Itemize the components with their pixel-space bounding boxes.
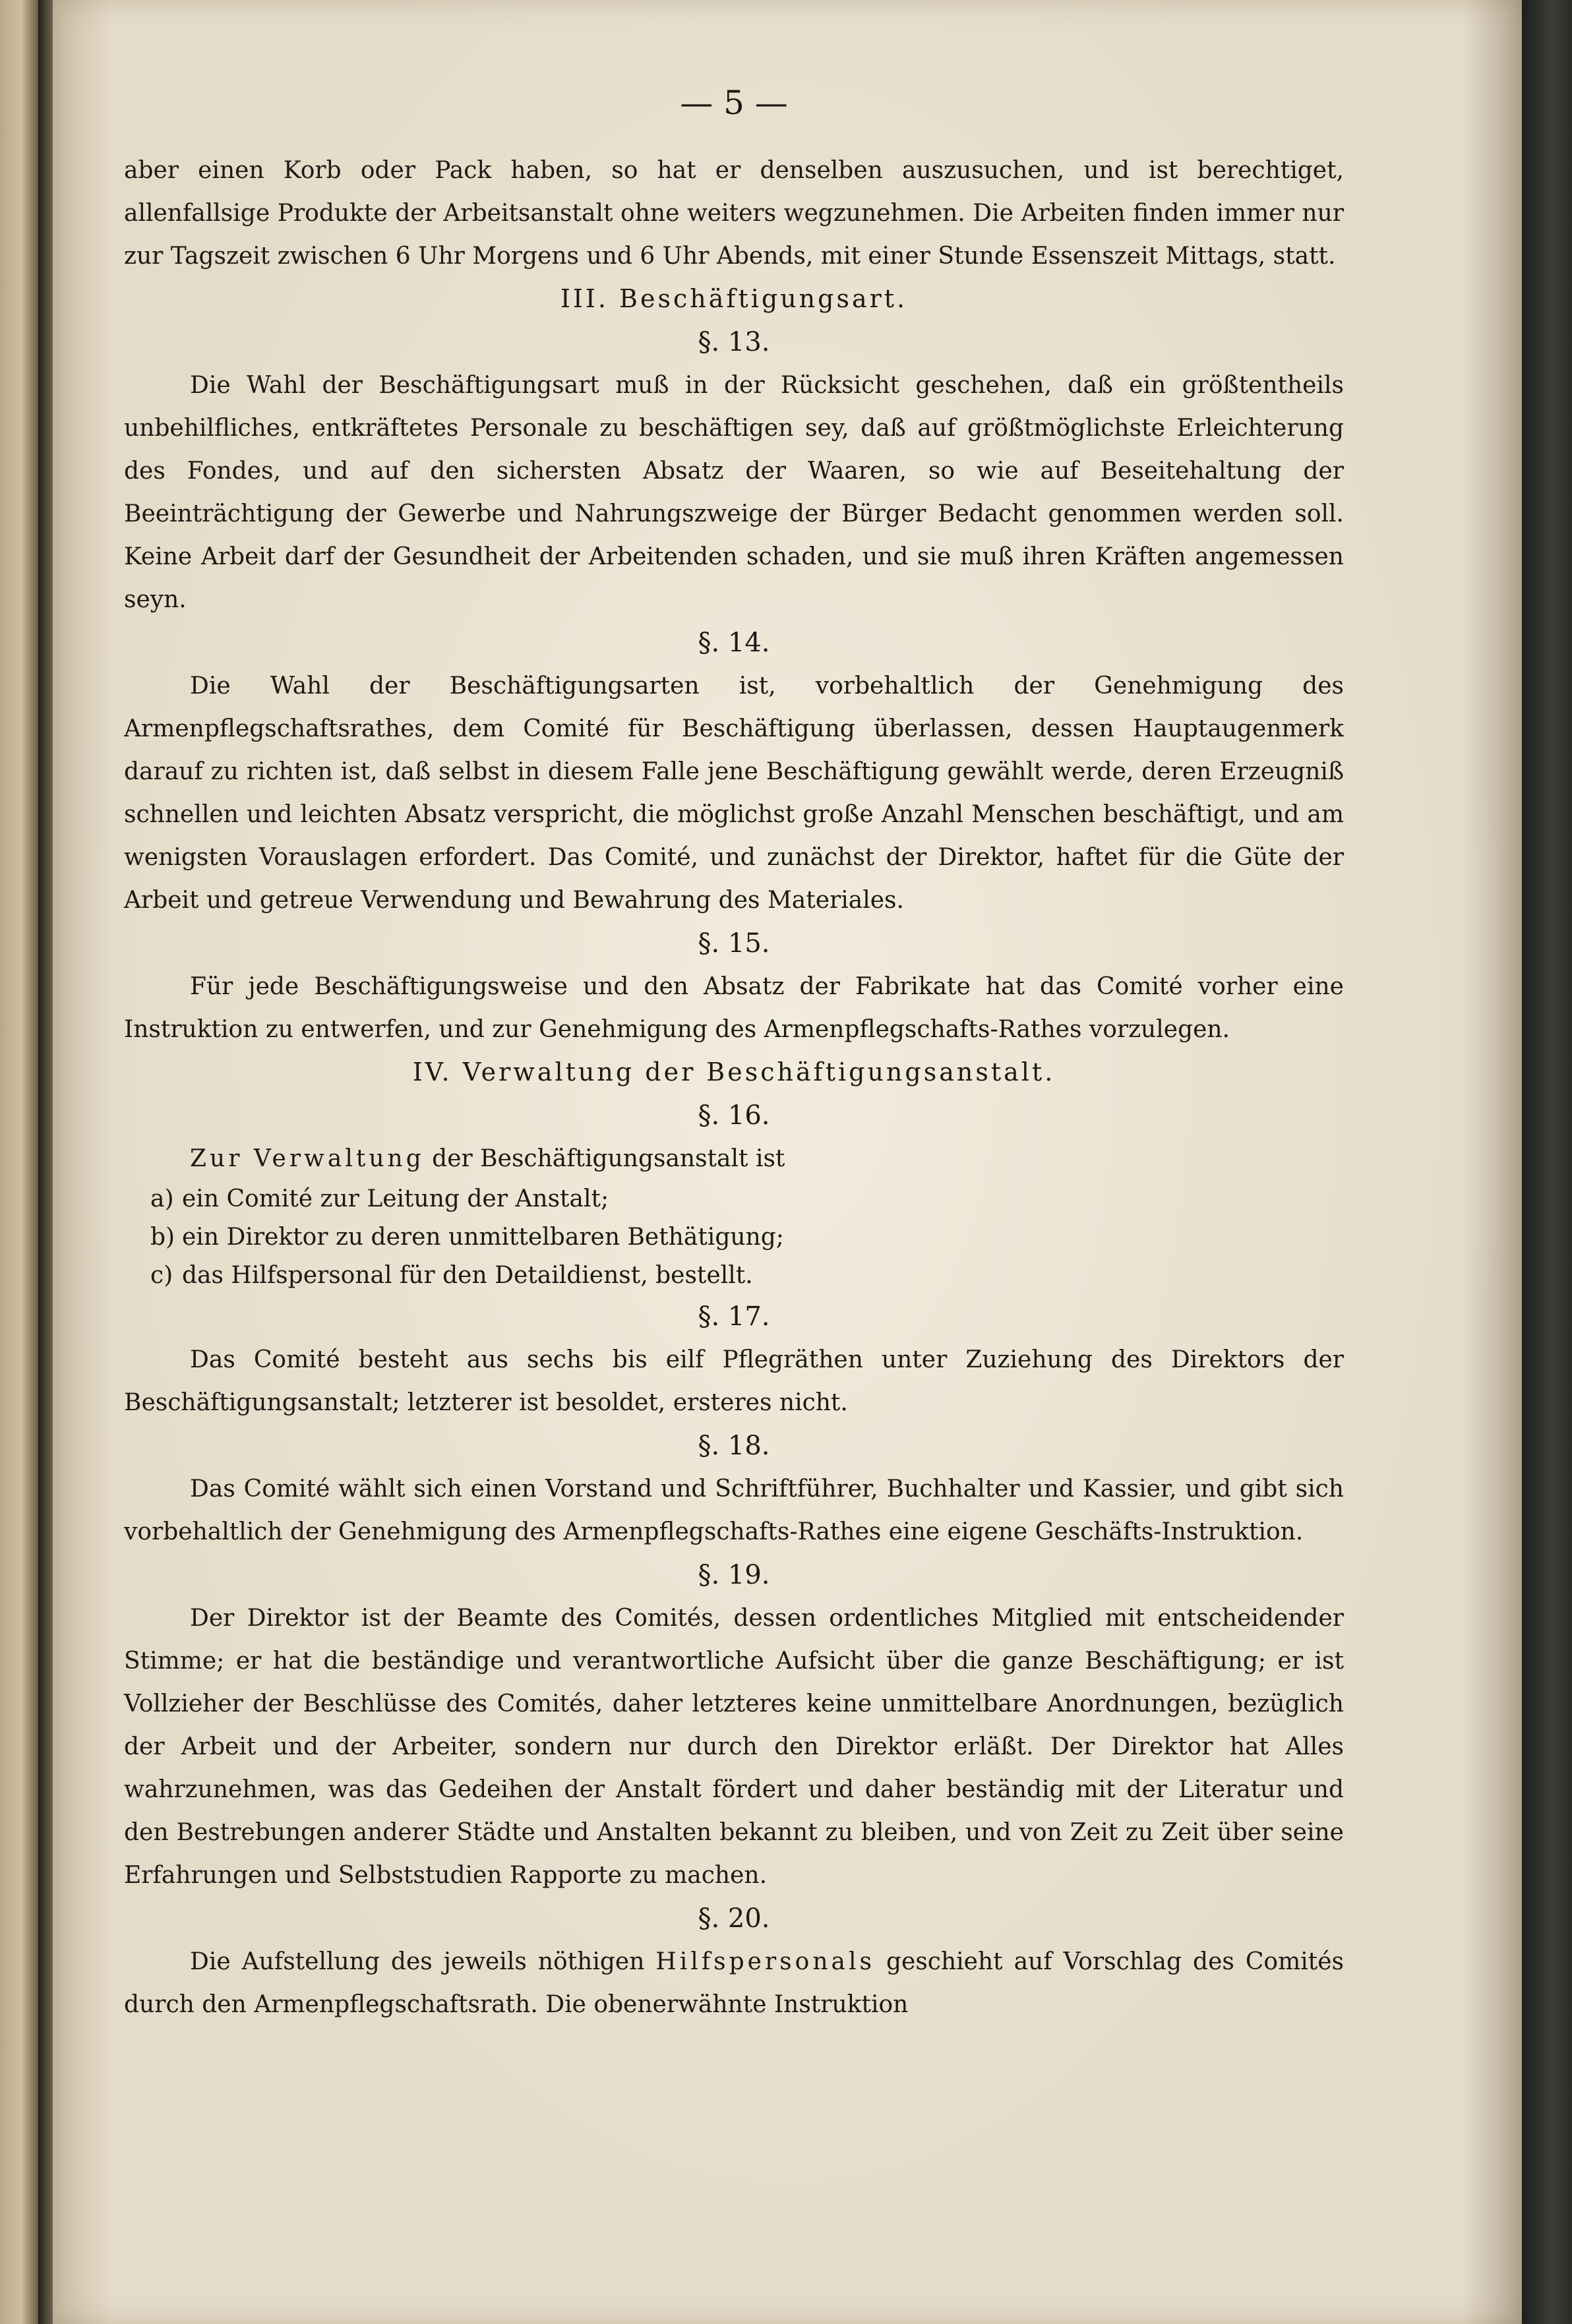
book-spine-shadow [38, 0, 53, 2324]
section-18-mark: §. 18. [698, 1431, 770, 1461]
section-15-text: Für jede Beschäftigungsweise und den Absatz der Fabrikate hat das Comité vorher eine Instruktion zu entwerfen, und zur Genehmigung des Armenpflegschafts-Rathes vorzulegen. [124, 973, 1344, 1043]
section-15-mark: §. 15. [698, 928, 770, 959]
section-14-mark: §. 14. [698, 628, 770, 658]
section-20-text [124, 1940, 1344, 2026]
section-20-mark: §. 20. [698, 1903, 770, 1934]
section-16-list [124, 1180, 1344, 1295]
section-13-mark: §. 13. [698, 327, 770, 357]
paragraph-continuation: aber einen Korb oder Pack haben, so hat er denselben auszusuchen, und ist berechtiget, allenfallsige Produkte der Arbeitsanstalt ohne weiters wegzunehmen. Die Arbeiten finden immer nur zur Tagszeit zwischen 6 Uhr Morgens und 6 Uhr Abends, mit einer Stunde Essenszeit Mittags, statt. [124, 157, 1344, 270]
section-17-text: Das Comité besteht aus sechs bis eilf Pflegräthen unter Zuziehung des Direktors der Beschäftigungsanstalt; letzterer ist besoldet, ersteres nicht. [124, 1346, 1344, 1416]
page-text-block [124, 83, 1344, 2026]
list-item-text: ein Direktor zu deren unmittelbaren Bethätigung; [182, 1224, 784, 1251]
section-20-text-b: geschieht auf Vorschlag des Comités durch den Armenpflegschaftsrath. Die obenerwähnte Instruktion [124, 1948, 1344, 2018]
section-19-text: Der Direktor ist der Beamte des Comités, dessen ordentliches Mitglied mit entscheidender Stimme; er hat die beständige und verantwortliche Aufsicht über die ganze Beschäftigung; er ist Vollzieher der Beschlüsse des Comités, daher letzteres keine unmittelbare Anordnungen, bezüglich der Arbeit und der Arbeiter, sondern nur durch den Direktor erläßt. Der Direktor hat Alles wahrzunehmen, was das Gedeihen der Anstalt fördert und daher beständig mit der Literatur und den Bestrebungen anderer Städte und Anstalten bekannt zu bleiben, und von Zeit zu Zeit über seine Erfahrungen und Selbststudien Rapporte zu machen. [124, 1605, 1344, 1889]
section-20-text-a: Die Aufstellung des jeweils nöthigen [190, 1948, 656, 1975]
section-17-mark: §. 17. [698, 1301, 770, 1332]
section-16-intro-rest: der Beschäftigungsanstalt ist [424, 1145, 785, 1172]
list-item [124, 1257, 1344, 1295]
list-item-text: das Hilfspersonal für den Detaildienst, bestellt. [182, 1262, 753, 1289]
chapter-heading-iv: IV. Verwaltung der Beschäftigungsanstalt. [412, 1058, 1056, 1087]
section-13-text: Die Wahl der Beschäftigungsart muß in der Rücksicht geschehen, daß ein größtentheils unbehilfliches, entkräftetes Personale zu beschäftigen sey, daß auf größtmöglichste Erleichterung des Fondes, und auf den sichersten Absatz der Waaren, so wie auf Beseitehaltung der Beeinträchtigung der Gewerbe und Nahrungszweige der Bürger Bedacht genommen werden soll. Keine Arbeit darf der Gesundheit der Arbeitenden schaden, und sie muß ihren Kräften angemessen seyn. [124, 372, 1344, 613]
section-18-text: Das Comité wählt sich einen Vorstand und Schriftführer, Buchhalter und Kassier, und gibt sich vorbehaltlich der Genehmigung des Armenpflegschafts-Rathes eine eigene Geschäfts-Instruktion. [124, 1475, 1344, 1545]
list-item [124, 1180, 1344, 1218]
chapter-heading-iii: III. Beschäftigungsart. [560, 284, 908, 313]
list-marker: c) [150, 1262, 173, 1289]
section-16-intro [124, 1137, 1344, 1180]
book-cover-edge [1522, 0, 1572, 2324]
section-16-intro-emphasis: Zur Verwaltung [190, 1145, 425, 1172]
left-page-edge [0, 0, 38, 2324]
section-14-text: Die Wahl der Beschäftigungsarten ist, vorbehaltlich der Genehmigung des Armenpflegschaftsrathes, dem Comité für Beschäftigung überlassen, dessen Hauptaugenmerk darauf zu richten ist, daß selbst in diesem Falle jene Beschäftigung gewählt werde, deren Erzeugniß schnellen und leichten Absatz verspricht, die möglichst große Anzahl Menschen beschäftigt, und am wenigsten Vorauslagen erfordert. Das Comité, und zunächst der Direktor, haftet für die Güte der Arbeit und getreue Verwendung und Bewahrung des Materiales. [124, 672, 1344, 914]
list-marker: a) [150, 1185, 174, 1212]
section-20-emphasis: Hilfspersonals [655, 1948, 875, 1975]
list-marker: b) [150, 1224, 175, 1251]
section-16-mark: §. 16. [698, 1100, 770, 1131]
section-19-mark: §. 19. [698, 1560, 770, 1590]
page-number: — 5 — [680, 84, 788, 122]
list-item [124, 1218, 1344, 1257]
list-item-text: ein Comité zur Leitung der Anstalt; [182, 1185, 609, 1212]
